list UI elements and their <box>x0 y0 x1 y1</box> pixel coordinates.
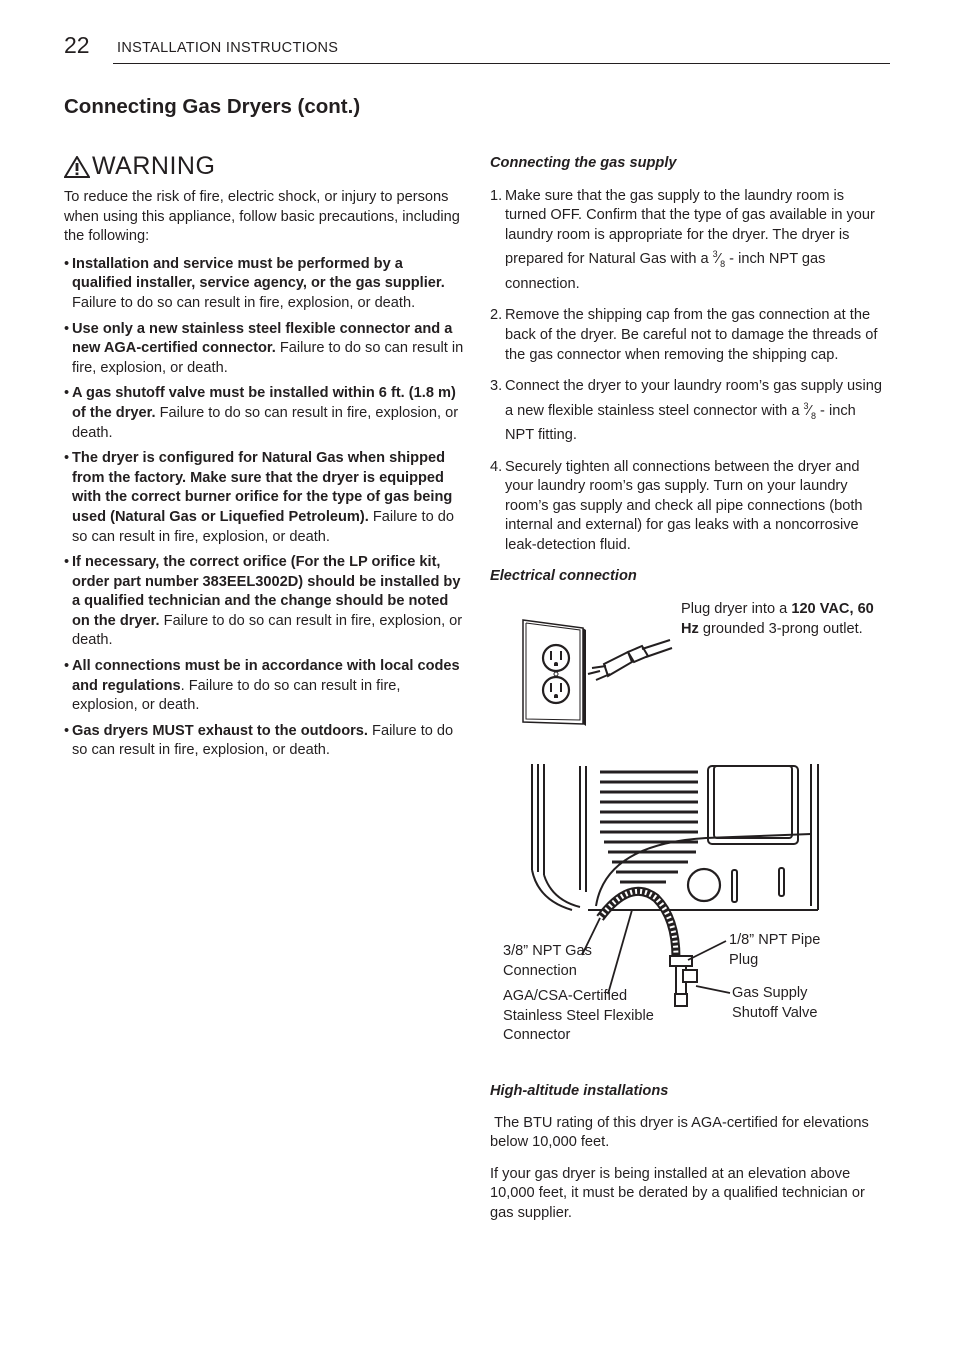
header-title: INSTALLATION INSTRUCTIONS <box>117 40 339 56</box>
gas-step: 2. Remove the shipping cap from the gas connection at the back of the dryer. Be careful not to damage the threads of the gas connector when removing the shipping cap. <box>490 307 878 363</box>
gas-supply-section <box>490 154 888 556</box>
label-flexible-connector: AGA/CSA-Certified Stainless Steel Flexible Connector <box>503 988 654 1044</box>
label-shutoff-valve: Gas Supply Shutoff Valve <box>732 985 818 1021</box>
page-number: 22 <box>64 32 90 58</box>
warning-intro: To reduce the risk of fire, electric shock, or injury to persons when using this appliance, follow basic precautions, including the following: <box>64 189 460 245</box>
high-altitude-section <box>490 1082 888 1224</box>
warning-heading <box>64 152 215 181</box>
warning-triangle-icon <box>64 156 90 178</box>
section-title: Connecting Gas Dryers (cont.) <box>64 95 361 118</box>
warning-bullet: • Installation and service must be performed by a qualified installer, service agency, or the gas supplier. Failure to do so can result in fire, explosion, or death. <box>64 255 445 311</box>
electrical-caption: Plug dryer into a 120 VAC, 60 Hz grounded 3-prong outlet. <box>681 601 874 637</box>
warning-bullet: • Use only a new stainless steel flexible connector and a new AGA-certified connector. Failure to do so can result in fire, explosion, or death. <box>64 320 464 376</box>
gas-step: 1. Make sure that the gas supply to the laundry room is turned OFF. Confirm that the type of gas available in your laundry room is appropriate for the dryer. The dryer is prepared for Natural Gas with a $^3⁄_8$ - inch NPT gas connection. <box>490 187 875 292</box>
gas-step: 4. Securely tighten all connections between the dryer and your laundry room’s gas supply. Turn on your laundry room’s gas supply and check all pipe connections (both internal and external) for gas leaks with a noncorrosive leak-detection fluid. <box>490 458 863 554</box>
label-gas-connection: 3/8” NPT Gas Connection <box>503 943 592 979</box>
warning-bullet: • If necessary, the correct orifice (For the LP orifice kit, order part number 383EEL3002D) should be installed by a qualified technician and the change should be noted on the dryer. Failure to do so can result in fire, explosion, or death. <box>64 554 463 649</box>
warning-bullet: • Gas dryers MUST exhaust to the outdoors. Failure to do so can result in fire, explosion, or death. <box>64 722 454 759</box>
warning-column <box>64 188 464 767</box>
gas-step: 3. Connect the dryer to your laundry room’s gas supply using a new flexible stainless steel connector with a $^3⁄_8$ - inch NPT fitting. <box>490 378 882 444</box>
electrical-heading: Electrical connection <box>490 568 637 584</box>
high-altitude-paragraph: The BTU rating of this dryer is AGA-certified for elevations below 10,000 feet. <box>490 1114 873 1151</box>
high-altitude-paragraph: If your gas dryer is being installed at an elevation above 10,000 feet, it must be derated by a qualified technician or gas supplier. <box>490 1165 865 1221</box>
outlet-illustration <box>520 618 675 728</box>
high-altitude-heading: High-altitude installations <box>490 1083 669 1099</box>
gas-supply-heading: Connecting the gas supply <box>490 155 677 171</box>
warning-bullet: • All connections must be in accordance with local codes and regulations. Failure to do so can result in fire, explosion, or death. <box>64 658 460 714</box>
warning-bullet: • A gas shutoff valve must be installed within 6 ft. (1.8 m) of the dryer. Failure to do so can result in fire, explosion, or death. <box>64 385 459 441</box>
header-rule <box>113 63 890 64</box>
label-pipe-plug: 1/8” NPT Pipe Plug <box>729 932 821 968</box>
warning-title: WARNING <box>92 152 216 180</box>
warning-bullet: • The dryer is configured for Natural Gas when shipped from the factory. Make sure that the dryer is equipped with the correct burner orifice for the type of gas being used (Natural Gas or Liquefied Petroleum). Failure to do so can result in fire, explosion, or death. <box>64 450 454 545</box>
